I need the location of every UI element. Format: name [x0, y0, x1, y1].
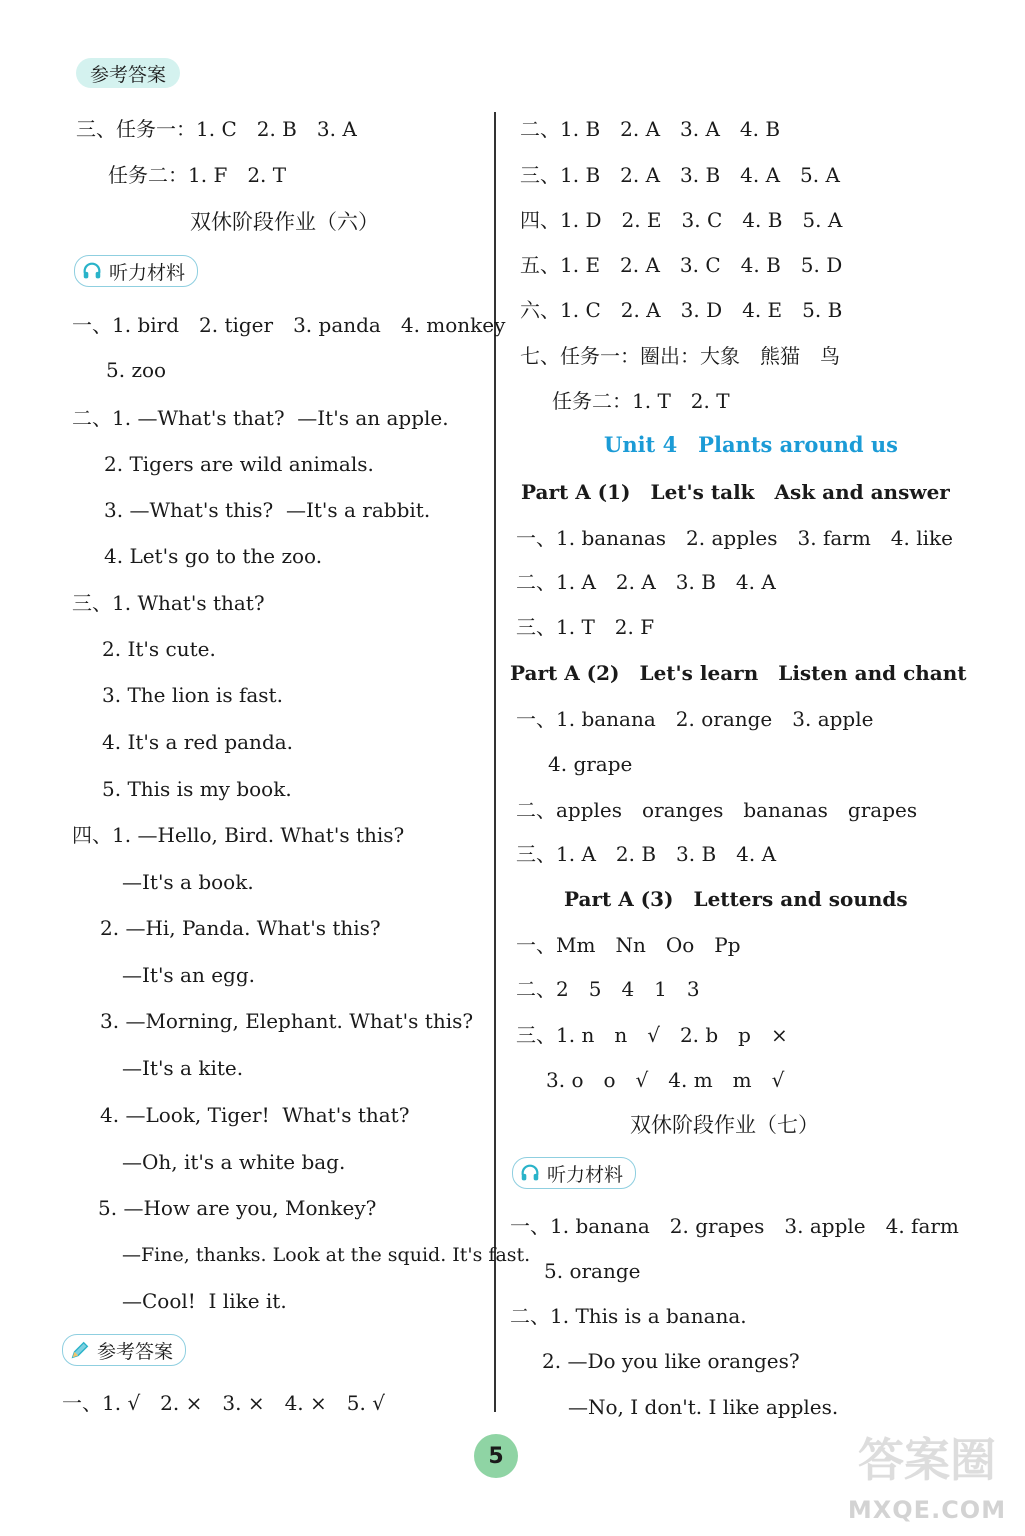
page-number-badge: [474, 1434, 518, 1478]
answer-line: 3. —Morning, Elephant. What's this?: [100, 1009, 474, 1033]
part-heading-2: Part A (2) Let's learn Listen and chant: [510, 661, 967, 685]
listening-material-label: 听力材料: [109, 261, 186, 284]
answer-key-label: 参考答案: [97, 1340, 174, 1363]
watermark-cn: 答案圈: [858, 1433, 996, 1487]
answer-line: —Cool! I like it.: [122, 1289, 287, 1313]
headphones-icon: [81, 260, 103, 282]
listening-material-pill: [74, 255, 198, 287]
header-answer-label: 参考答案: [90, 63, 167, 86]
answer-line: 4. Let's go to the zoo.: [104, 544, 323, 568]
answer-line: 5. zoo: [106, 358, 167, 382]
section-heading-7: 双休阶段作业（七）: [630, 1113, 819, 1137]
answer-line: 2. —Do you like oranges?: [542, 1349, 800, 1373]
answer-line: 三、任务一：1. C 2. B 3. A: [76, 117, 357, 141]
answer-line: 二、2 5 4 1 3: [516, 977, 700, 1001]
answer-line: 一、1. bird 2. tiger 3. panda 4. monkey: [72, 313, 506, 337]
answer-line: 4. grape: [548, 752, 633, 776]
answer-line: 任务二：1. T 2. T: [552, 389, 730, 413]
answer-line: 一、1. √ 2. × 3. × 4. × 5. √: [62, 1391, 385, 1415]
answer-line: 5. —How are you, Monkey?: [98, 1196, 377, 1220]
answer-line: 二、1. B 2. A 3. A 4. B: [520, 117, 781, 141]
answer-line: 三、1. n n √ 2. b p ×: [516, 1023, 788, 1047]
answer-line: 任务二：1. F 2. T: [108, 163, 287, 187]
watermark-url: MXQE.COM: [847, 1496, 1007, 1524]
answer-line: 一、1. banana 2. orange 3. apple: [516, 707, 874, 731]
section-heading-6: 双休阶段作业（六）: [190, 210, 379, 234]
answer-line: 二、1. This is a banana.: [510, 1304, 747, 1328]
page-number: 5: [488, 1443, 504, 1469]
column-divider: [494, 112, 496, 1412]
answer-line: 4. It's a red panda.: [102, 730, 294, 754]
answer-line: —It's a book.: [122, 870, 254, 894]
headphones-icon: [519, 1162, 541, 1184]
answer-line: 四、1. —Hello, Bird. What's this?: [72, 823, 405, 847]
answer-line: —Oh, it's a white bag.: [122, 1150, 346, 1174]
answer-line: 2. Tigers are wild animals.: [104, 452, 374, 476]
answer-line: 5. This is my book.: [102, 777, 292, 801]
answer-line: 3. o o √ 4. m m √: [546, 1068, 785, 1092]
answer-line: —No, I don't. I like apples.: [568, 1395, 839, 1419]
answer-line: 二、apples oranges bananas grapes: [516, 798, 918, 822]
unit-heading: Unit 4 Plants around us: [604, 432, 898, 457]
answer-line: —Fine, thanks. Look at the squid. It's fast.: [122, 1244, 531, 1266]
answer-line: 五、1. E 2. A 3. C 4. B 5. D: [520, 253, 843, 277]
answer-line: 4. —Look, Tiger! What's that?: [100, 1103, 410, 1127]
part-heading-1: Part A (1) Let's talk Ask and answer: [521, 480, 950, 504]
watermark-logo: [842, 1424, 1012, 1524]
answer-line: 3. —What's this? —It's a rabbit.: [104, 498, 431, 522]
answer-line: 3. The lion is fast.: [102, 683, 283, 707]
answer-line: 一、1. bananas 2. apples 3. farm 4. like: [516, 526, 953, 550]
answer-line: 二、1. —What's that? —It's an apple.: [72, 406, 449, 430]
answer-line: 三、1. What's that?: [72, 591, 265, 615]
answer-key-pill: [62, 1334, 186, 1366]
answer-line: 七、任务一：圈出：大象 熊猫 鸟: [520, 344, 840, 368]
answer-line: 5. orange: [544, 1259, 641, 1283]
answer-line: 2. It's cute.: [102, 637, 216, 661]
answer-line: 三、1. T 2. F: [516, 615, 655, 639]
answer-line: 一、Mm Nn Oo Pp: [516, 933, 741, 957]
answer-line: —It's an egg.: [122, 963, 256, 987]
listening-material-pill: [512, 1157, 636, 1189]
answer-line: 二、1. A 2. A 3. B 4. A: [516, 570, 776, 594]
listening-material-label: 听力材料: [547, 1163, 624, 1186]
header-answer-pill: [76, 58, 180, 88]
answer-line: 四、1. D 2. E 3. C 4. B 5. A: [520, 208, 843, 232]
answer-line: 2. —Hi, Panda. What's this?: [100, 916, 381, 940]
pencil-icon: [69, 1339, 91, 1361]
part-heading-3: Part A (3) Letters and sounds: [564, 887, 908, 911]
answer-line: 一、1. banana 2. grapes 3. apple 4. farm: [510, 1214, 959, 1238]
answer-line: 三、1. A 2. B 3. B 4. A: [516, 842, 777, 866]
answer-line: —It's a kite.: [122, 1056, 244, 1080]
answer-line: 六、1. C 2. A 3. D 4. E 5. B: [520, 298, 843, 322]
answer-line: 三、1. B 2. A 3. B 4. A 5. A: [520, 163, 840, 187]
